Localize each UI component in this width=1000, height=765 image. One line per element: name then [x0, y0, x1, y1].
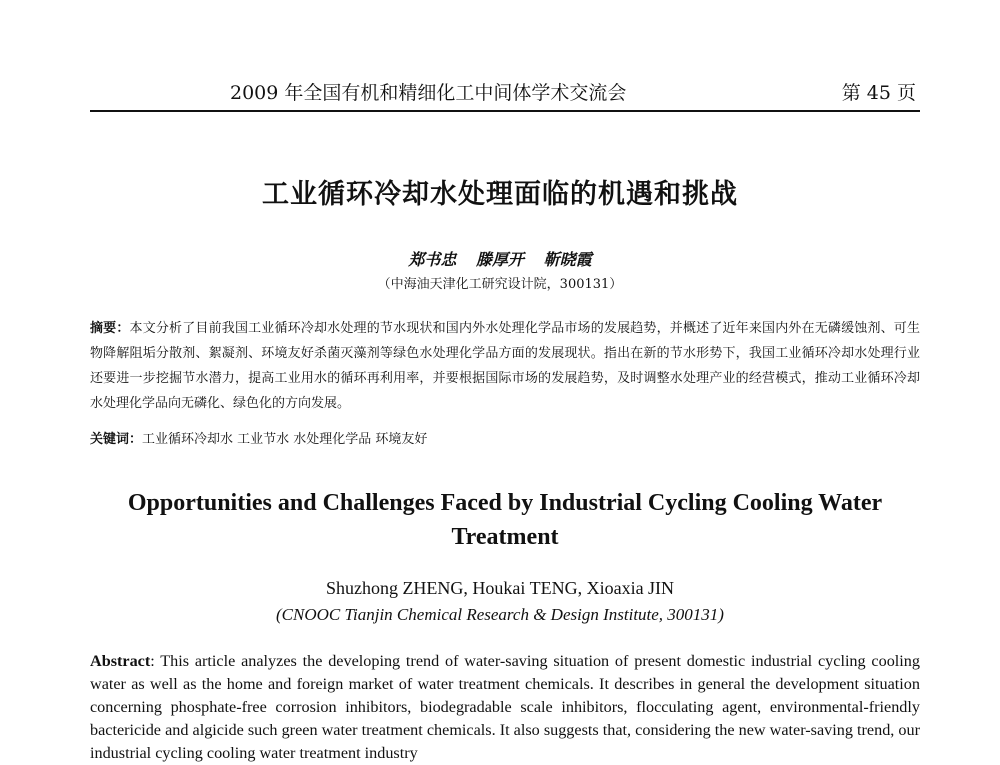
paper-title-en: Opportunities and Challenges Faced by Industrial Cycling Cooling Water Treatment	[127, 490, 883, 550]
authors-cn: 郑书忠 滕厚开 靳晓霞	[408, 250, 592, 269]
page-number: 第 45 页	[841, 82, 916, 104]
abstract-text-en: : This article analyzes the developing trend of water-saving situation of present domestic industrial cycling cooling water as well as the home and foreign market of water treatment chemicals. It describes in general the development situation concerning phosphate-free corrosion inhibitors, biodegradable scale inhibitors, flocculating agent, environmental-friendly bactericide and algicide such green water treatment chemicals. It also suggests that, considering the new water-saving trend, our industrial cycling cooling water treatment industry	[90, 652, 920, 762]
paper-title-cn: 工业循环冷却水处理面临的机遇和挑战	[262, 179, 738, 210]
keywords-text-cn: 工业循环冷却水 工业节水 水处理化学品 环境友好	[142, 432, 428, 447]
conference-name: 2009 年全国有机和精细化工中间体学术交流会	[230, 82, 627, 104]
abstract-label-cn: 摘要：	[90, 321, 130, 336]
authors-en: Shuzhong ZHENG, Houkai TENG, Xioaxia JIN	[325, 578, 675, 598]
keywords-label-cn: 关键词：	[90, 432, 143, 447]
keywords-cn	[90, 428, 920, 447]
abstract-cn	[90, 316, 920, 416]
abstract-en	[90, 650, 920, 765]
abstract-text-cn: 本文分析了目前我国工业循环冷却水处理的节水现状和国内外水处理化学品市场的发展趋势，并概述了近年来国内外在无磷缓蚀剂、可生物降解阻垢分散剂、絮凝剂、环境友好杀菌灭藻剂等绿色水处理化学品方面的发展现状。指出在新的节水形势下，我国工业循环冷却水处理行业还要进一步挖掘节水潜力，提高工业用水的循环再利用率，并要根据国际市场的发展趋势，及时调整水处理产业的经营模式，推动工业循环冷却水处理化学品向无磷化、绿色化的方向发展。	[90, 321, 920, 411]
affiliation-cn: （中海油天津化工研究设计院，300131）	[377, 277, 623, 292]
running-header	[90, 78, 920, 112]
affiliation-en: (CNOOC Tianjin Chemical Research & Design Institute, 300131)	[276, 605, 724, 624]
abstract-label-en: Abstract	[90, 652, 151, 670]
